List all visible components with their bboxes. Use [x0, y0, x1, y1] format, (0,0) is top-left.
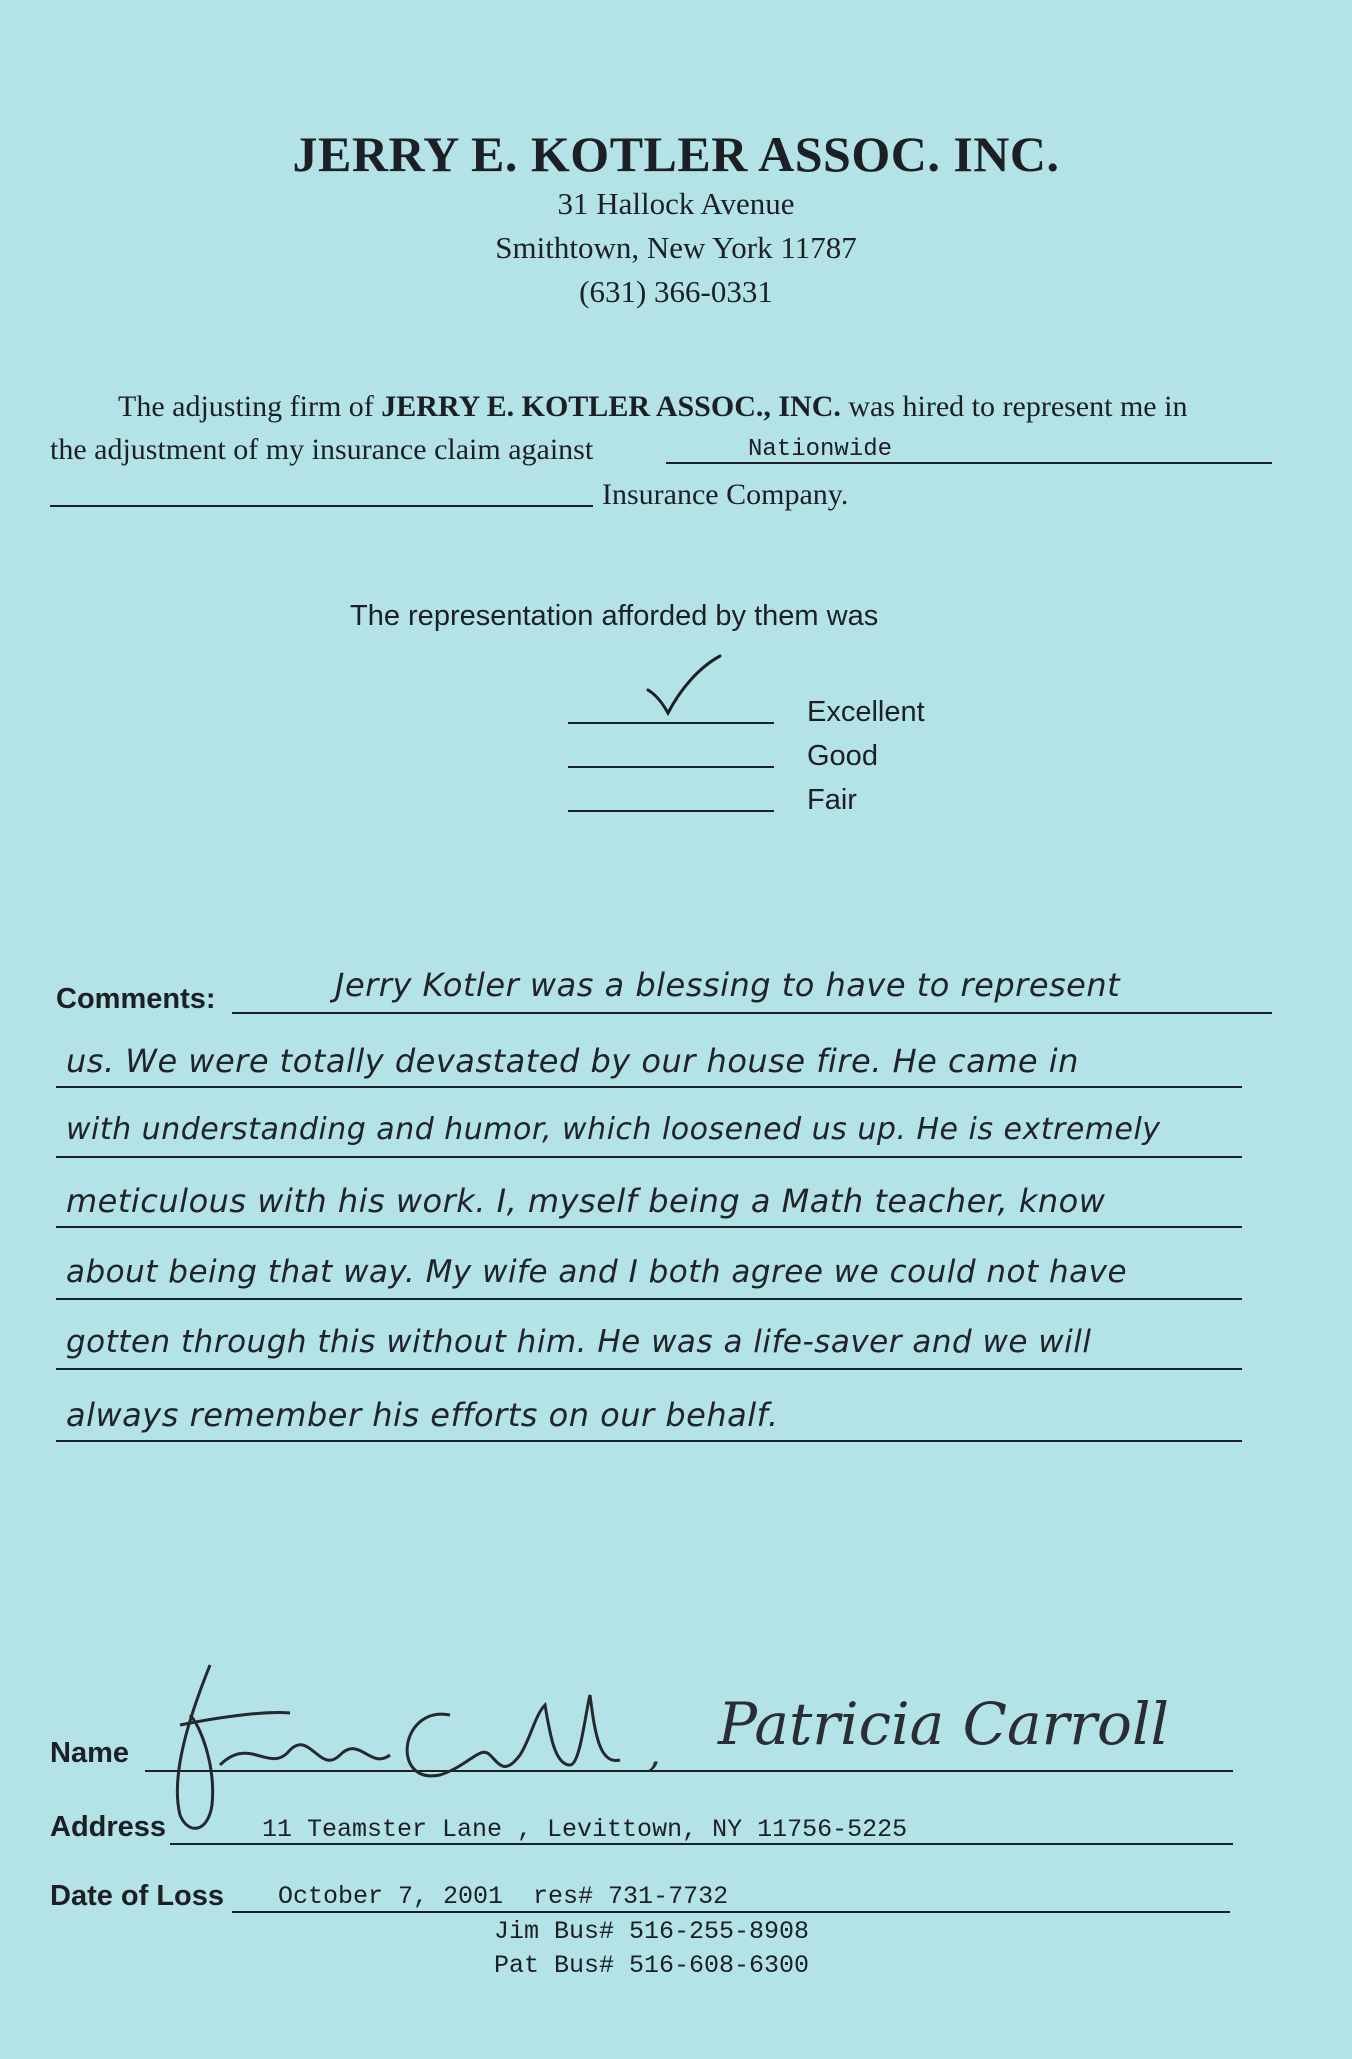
insurer-field-value: Nationwide — [748, 436, 893, 463]
signature-separator: , — [648, 1730, 661, 1776]
firm-phone: (631) 366-0331 — [579, 274, 773, 309]
representation-prompt: The representation afforded by them was — [350, 600, 879, 632]
comment-line-2-rule — [56, 1086, 1242, 1088]
address-label: Address — [50, 1811, 167, 1843]
rating-line-good — [568, 766, 774, 768]
statement-part-2: was hired to represent me in — [840, 390, 1188, 423]
firm-name: JERRY E. KOTLER ASSOC. INC. — [292, 126, 1060, 182]
address-value: 11 Teamster Lane , Levittown, NY 11756-5225 — [262, 1815, 908, 1844]
pat-business-phone: Pat Bus# 516-608-6300 — [494, 1951, 810, 1980]
date-of-loss-label: Date of Loss — [50, 1880, 225, 1912]
comment-line-4: meticulous with his work. I, myself being a Math teacher, know — [66, 1182, 1106, 1220]
comment-line-7-rule — [56, 1440, 1242, 1442]
comment-line-7: always remember his efforts on our behalf. — [66, 1396, 779, 1434]
statement-part-1: The adjusting firm of — [118, 390, 382, 423]
statement-line-1 — [118, 390, 1187, 424]
statement-line-2-prefix: the adjustment of my insurance claim against — [50, 433, 594, 466]
statement-line-3-suffix: Insurance Company. — [602, 478, 849, 511]
rating-line-excellent — [568, 722, 774, 724]
date-of-loss-field-line — [232, 1911, 1230, 1913]
comment-line-6: gotten through this without him. He was a life-saver and we will — [66, 1324, 1092, 1360]
comment-line-5-rule — [56, 1298, 1242, 1300]
comment-line-1-rule — [232, 1012, 1272, 1014]
firm-street: 31 Hallock Avenue — [557, 186, 795, 221]
statement-firm-name: JERRY E. KOTLER ASSOC., INC. — [381, 390, 841, 423]
comment-line-2: us. We were totally devastated by our house fire. He came in — [66, 1042, 1079, 1080]
comment-line-4-rule — [56, 1226, 1242, 1228]
comment-line-1: Jerry Kotler was a blessing to have to represent — [335, 966, 1121, 1004]
comment-line-5: about being that way. My wife and I both agree we could not have — [66, 1254, 1128, 1290]
firm-city-state-zip: Smithtown, New York 11787 — [495, 230, 857, 265]
signature-patricia-carroll: Patricia Carroll — [718, 1690, 1170, 1758]
date-of-loss-value: October 7, 2001 res# 731-7732 — [278, 1882, 729, 1911]
insurer-field-line-2 — [50, 505, 593, 507]
comment-line-3: with understanding and humor, which loosened us up. He is extremely — [66, 1112, 1161, 1147]
rating-option-fair: Fair — [807, 784, 857, 816]
comment-line-6-rule — [56, 1368, 1242, 1370]
jim-business-phone: Jim Bus# 516-255-8908 — [494, 1917, 810, 1946]
checkmark-icon — [640, 650, 730, 720]
comment-line-3-rule — [56, 1156, 1242, 1158]
name-label: Name — [50, 1737, 129, 1769]
rating-option-good: Good — [807, 740, 878, 772]
rating-line-fair — [568, 810, 774, 812]
rating-option-excellent: Excellent — [807, 696, 925, 728]
comments-label: Comments: — [56, 983, 216, 1015]
